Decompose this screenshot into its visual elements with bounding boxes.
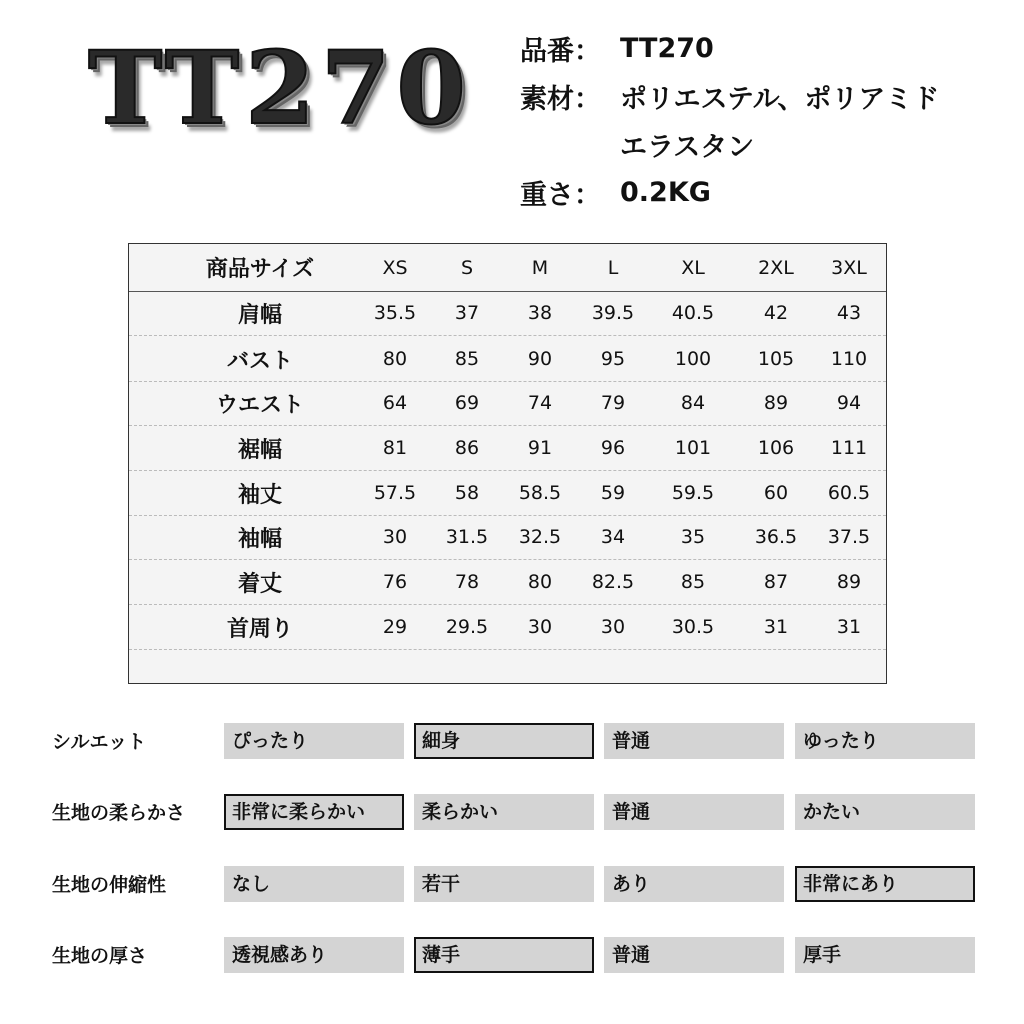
measurement-value: 58 (454, 482, 480, 504)
size-table-header-label: 商品サイズ (205, 257, 315, 282)
size-header-cell: XS (382, 256, 408, 279)
measurement-value: 32.5 (518, 526, 562, 548)
attribute-label: 生地の厚さ (52, 945, 148, 967)
attribute-option: かたい (795, 794, 975, 830)
attribute-label: 生地の伸縮性 (52, 874, 167, 896)
measurement-value: 30 (600, 616, 626, 638)
attribute-option: 透視感あり (224, 937, 404, 973)
spec-weight (520, 168, 939, 216)
attribute-option: 若干 (414, 866, 594, 902)
size-table-row (129, 381, 886, 426)
attribute-row (0, 866, 1024, 904)
measurement-value: 31.5 (445, 526, 489, 548)
measurement-value: 84 (680, 392, 706, 414)
measurement-value: 37 (454, 302, 480, 324)
measurement-value: 110 (830, 348, 868, 370)
measurement-value: 35 (680, 526, 706, 548)
measurement-value: 87 (763, 571, 789, 593)
measurement-value: 60 (763, 482, 789, 504)
attribute-option-selected: 非常にあり (795, 866, 975, 902)
measurement-value: 89 (763, 392, 789, 414)
measurement-value: 101 (674, 437, 712, 459)
measurement-value: 106 (757, 437, 795, 459)
attribute-option: なし (224, 866, 404, 902)
measurement-label: 首周り (226, 616, 293, 642)
measurement-value: 69 (454, 392, 480, 414)
measurement-label: 肩幅 (237, 302, 282, 328)
size-header-cell: L (607, 256, 619, 279)
attribute-option: 普通 (604, 937, 784, 973)
measurement-value: 90 (527, 348, 553, 370)
measurement-value: 31 (763, 616, 789, 638)
measurement-value: 86 (454, 437, 480, 459)
measurement-value: 79 (600, 392, 626, 414)
spec-item-number-label: 品番： (520, 35, 601, 67)
measurement-label: 袖丈 (237, 482, 282, 508)
measurement-value: 100 (674, 348, 712, 370)
measurement-value: 89 (836, 571, 862, 593)
attribute-row (0, 723, 1024, 761)
size-header-cell: S (460, 256, 474, 279)
measurement-value: 35.5 (373, 302, 417, 324)
size-table-row (129, 471, 886, 516)
attribute-option-selected: 非常に柔らかい (224, 794, 404, 830)
measurement-value: 30 (382, 526, 408, 548)
measurement-value: 39.5 (591, 302, 635, 324)
attribute-option: 柔らかい (414, 794, 594, 830)
attribute-option: 普通 (604, 723, 784, 759)
size-table-header (129, 244, 886, 292)
measurement-value: 60.5 (827, 482, 871, 504)
measurement-value: 36.5 (754, 526, 798, 548)
measurement-value: 31 (836, 616, 862, 638)
measurement-label: バスト (226, 348, 293, 374)
measurement-value: 43 (836, 302, 862, 324)
measurement-value: 29.5 (445, 616, 489, 638)
measurement-value: 30.5 (671, 616, 715, 638)
attribute-option-selected: 細身 (414, 723, 594, 759)
attribute-option-selected: 薄手 (414, 937, 594, 973)
measurement-value: 64 (382, 392, 408, 414)
spec-weight-value: 0.2KG (620, 176, 711, 208)
measurement-value: 95 (600, 348, 626, 370)
size-header-cell: M (531, 256, 549, 279)
spec-item-number (520, 24, 939, 72)
measurement-value: 85 (454, 348, 480, 370)
measurement-value: 76 (382, 571, 408, 593)
measurement-value: 80 (382, 348, 408, 370)
measurement-value: 42 (763, 302, 789, 324)
attribute-option: ゆったり (795, 723, 975, 759)
attribute-row (0, 794, 1024, 832)
measurement-value: 111 (830, 437, 868, 459)
measurement-value: 91 (527, 437, 553, 459)
measurement-value: 81 (382, 437, 408, 459)
measurement-value: 96 (600, 437, 626, 459)
product-logo: TT270 (88, 29, 473, 147)
measurement-label: 袖幅 (237, 526, 282, 552)
measurement-value: 78 (454, 571, 480, 593)
spec-material-value-line1: ポリエステル、ポリアミド (620, 83, 940, 115)
attribute-option: ぴったり (224, 723, 404, 759)
size-table-row (129, 560, 886, 605)
measurement-value: 29 (382, 616, 408, 638)
spec-material-label: 素材： (520, 83, 601, 115)
size-table-row (129, 426, 886, 471)
measurement-label: 裾幅 (237, 437, 282, 463)
attribute-label: シルエット (52, 731, 147, 753)
measurement-value: 37.5 (827, 526, 871, 548)
size-header-cell: 2XL (758, 256, 794, 279)
attribute-option: 厚手 (795, 937, 975, 973)
size-header-cell: XL (681, 256, 705, 279)
spec-material (520, 72, 939, 120)
measurement-value: 74 (527, 392, 553, 414)
spec-material-value-line2: エラスタン (620, 131, 755, 163)
measurement-value: 58.5 (518, 482, 562, 504)
measurement-value: 85 (680, 571, 706, 593)
size-header-cell: 3XL (831, 256, 867, 279)
measurement-value: 94 (836, 392, 862, 414)
measurement-value: 82.5 (591, 571, 635, 593)
measurement-label: 着丈 (237, 571, 282, 597)
product-specs (520, 24, 939, 216)
measurement-label: ウエスト (215, 392, 304, 418)
size-table (128, 243, 887, 684)
spec-item-number-value: TT270 (620, 32, 714, 64)
spec-weight-label: 重さ： (520, 179, 601, 211)
measurement-value: 30 (527, 616, 553, 638)
measurement-value: 80 (527, 571, 553, 593)
measurement-value: 34 (600, 526, 626, 548)
attribute-option: 普通 (604, 794, 784, 830)
size-table-row (129, 291, 886, 336)
measurement-value: 59 (600, 482, 626, 504)
measurement-value: 38 (527, 302, 553, 324)
measurement-value: 59.5 (671, 482, 715, 504)
attribute-label: 生地の柔らかさ (52, 802, 186, 824)
measurement-value: 40.5 (671, 302, 715, 324)
attribute-option: あり (604, 866, 784, 902)
size-table-row (129, 605, 886, 650)
size-table-row (129, 337, 886, 382)
size-table-row (129, 515, 886, 560)
attribute-row (0, 937, 1024, 975)
measurement-value: 57.5 (373, 482, 417, 504)
measurement-value: 105 (757, 348, 795, 370)
spec-material-continued (520, 120, 939, 168)
